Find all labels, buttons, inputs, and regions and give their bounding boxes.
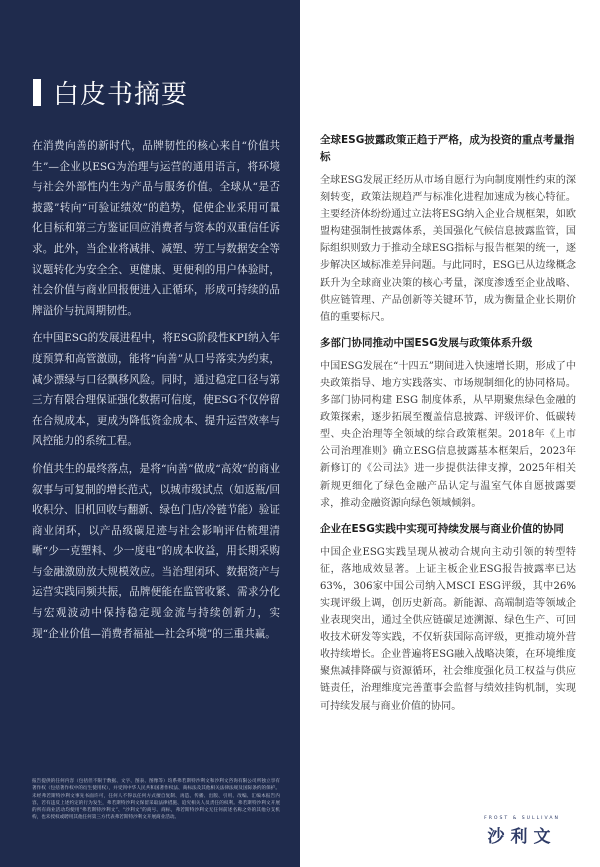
section-body: 中国企业ESG实践呈现从被动合规向主动引领的转型特征，落地成效显著。上证主板企业ESG报告披露率已达63%，306家中国公司纳入MSCI ESG评级，其中26%实现评级上调，创历史新高。新能源、高端制造等领域企业表现突出，通过全供应链碳足迹溯源、绿色生产、可回收技术研发等实践，不仅斩获国际高评级，更推动境外营收持续增长。企业普遍将ESG融入战略决策，在环境维度聚焦减排降碳与资源循环，社会维度强化员工权益与供应链责任，治理维度完善董事会监督与绩效挂钩机制，实现可持续发展与商业价值的协同。 bbox=[320, 546, 576, 712]
logo-chinese-text: 沙利文 bbox=[487, 827, 557, 847]
section-body: 全球ESG发展正经历从市场自愿行为向制度刚性约束的深刻转变，政策法规趋严与标准化进程加速成为核心特征。主要经济体纷纷通过立法将ESG纳入企业合规框架，如欧盟构建强制性披露体系，美国强化气候信息披露监管，国际组织则致力于推动全球ESG指标与报告框架的统一，逐步解决区域标准差异问题。与此同时，ESG已从边缘概念跃升为全球商业决策的核心考量，深度渗透至企业战略、供应链管理、产品创新等关键环节，成为衡量企业长期价值的重要标尺。 bbox=[320, 175, 576, 323]
summary-body bbox=[32, 136, 280, 651]
copyright-disclaimer: 报告提供的任何内容（包括但不限于数据、文字、图表、图像等）均系弗若斯特沙利文和沙利文咨询有限公司所独立享有著作权（包括著作权中的衍生使用权），并受到中华人民共和国著作权法、商标法及其他相关法律法规及国际条约的保护。未经弗若斯特沙利文事先书面许可，任何人不得以任何方式擅自复制、再造、传播、出版、引用、改编、汇编本报告内容，若有违反上述约定的行为发生，弗若斯特沙利文保留采取法律措施、追究相关人员责任的权利。弗若斯特沙利文开展的所有商业活动均使用“弗若斯特沙利文”、“沙利文”的商号、商标，弗若斯特沙利文无任何前述名称之外的其他分支机构，也未授权或聘用其他任何第三方代表弗若斯特沙利文开展商业活动。 bbox=[32, 779, 280, 821]
frost-sullivan-logo bbox=[468, 816, 576, 847]
summary-paragraph: 价值共生的最终落点，是将“向善”做成“高效”的商业叙事与可复制的增长范式，以城市级试点（如返瓶/回收积分、旧机回收与翻新、绿色门店/冷链节能）验证商业闭环，以产品级碳足迹与社会影响评估梳理清晰“少一克塑料、少一度电”的成本收益，用长期采购与金融激励放大规模效应。当治理闭环、数据资产与运营实践同频共振，品牌便能在监管收紧、需求分化与宏观波动中保持稳定现金流与持续创新力，实现“企业价值—消费者福祉—社会环境”的三重共赢。 bbox=[32, 462, 280, 640]
page-title bbox=[33, 72, 188, 112]
section-body: 中国ESG发展在“十四五”期间进入快速增长期，形成了中央政策指导、地方实践落实、市场规制细化的协同格局。多部门协同构建 ESG 制度体系，从早期聚焦绿色金融的政策探索，逐步拓展至覆盖信息披露、评级评价、低碳转型、央企治理等全领域的综合政策框架。2018年《上市公司治理准则》确立ESG信息披露基本框架后，2023年新修订的《公司法》进一步提供法律支撑，2025年相关新规更细化了绿色金融产品认定与温室气体自愿披露要求，推动金融资源向绿色领域倾斜。 bbox=[320, 360, 576, 509]
title-text: 白皮书摘要 bbox=[53, 79, 189, 110]
summary-paragraph: 在中国ESG的发展进程中，将ESG阶段性KPI纳入年度预算和高管激励，能将“向善”从口号落实为约束，减少漂绿与口径飘移风险。同时，通过稳定口径与第三方有限合理保证强化数据可信度，使ESG不仅停留在合规成本，更成为降低资金成本、提升运营效率与风控能力的系统工程。 bbox=[32, 332, 280, 448]
title-accent-bar bbox=[33, 79, 41, 106]
section-heading: 多部门协同推动中国ESG发展与政策体系升级 bbox=[320, 336, 533, 349]
right-column bbox=[320, 132, 576, 724]
section-heading: 企业在ESG实践中实现可持续发展与商业价值的协同 bbox=[320, 522, 564, 535]
section-heading: 全球ESG披露政策正趋于严格，成为投资的重点考量指标 bbox=[320, 134, 575, 163]
summary-paragraph: 在消费向善的新时代，品牌韧性的核心来自“价值共生”—企业以ESG为治理与运营的通用语言，将环境与社会外部性内生为产品与服务价值。全球从“是否披露”转向“可验证绩效”的趋势，促使企业采用可量化目标和第三方鉴证回应消费者与资本的双重信任诉求。此外，当企业将减排、减塑、劳工与数据安全等议题转化为安全全、更健康、更便利的用户体验时，社会价值与商业回报便进入正循环，形成可持续的品牌溢价与抗周期韧性。 bbox=[32, 140, 280, 317]
logo-english-text: FROST & SULLIVAN bbox=[484, 816, 560, 821]
